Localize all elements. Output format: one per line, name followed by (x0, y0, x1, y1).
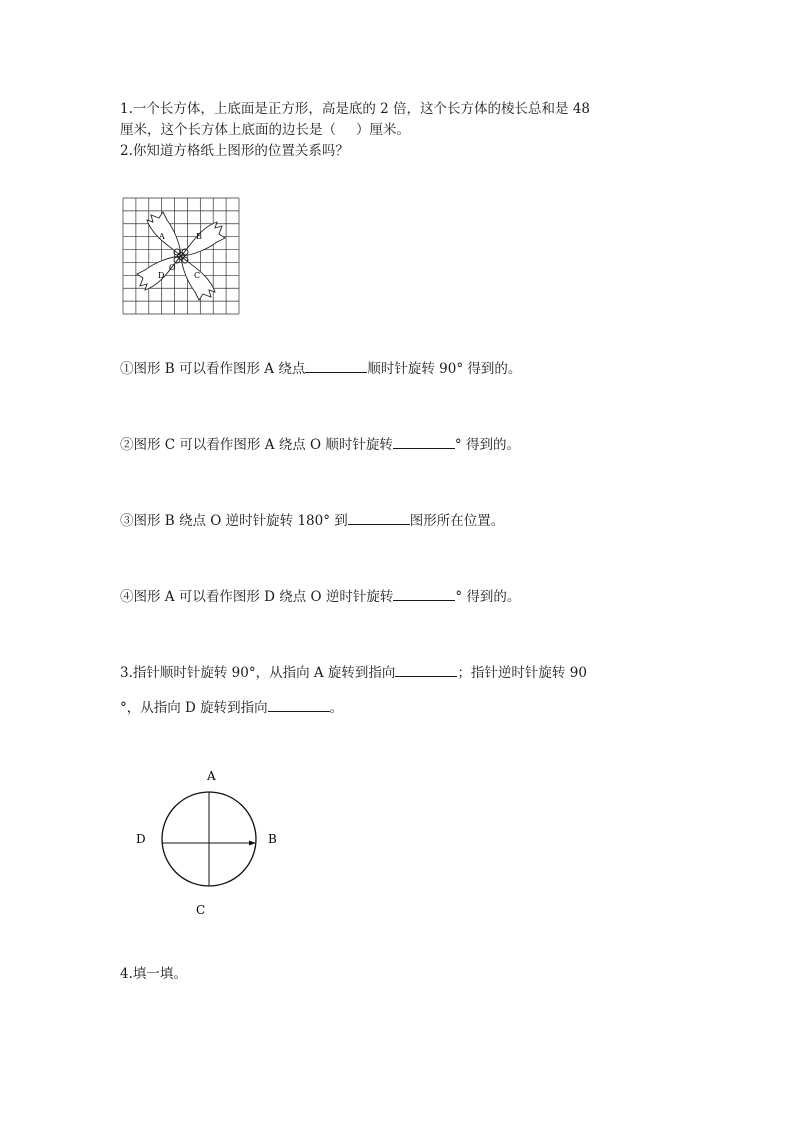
petal-label-c: C (194, 271, 201, 280)
petal-label-d: D (158, 271, 165, 280)
dial-label-left: D (136, 832, 146, 846)
q2-title: 2.你知道方格纸上图形的位置关系吗？ (120, 143, 349, 159)
q2-blank-3[interactable] (348, 510, 410, 525)
q2-statement-1: ①图形 B 可以看作图形 A 绕点 顺时针旋转 90° 得到的。 (120, 358, 521, 379)
center-label-o: O (169, 263, 176, 272)
q2-statement-4: ④图形 A 可以看作图形 D 绕点 O 逆时针旋转 ° 得到的。 (120, 586, 520, 607)
dial-pointer-arrowhead (249, 841, 256, 846)
q3-blank-1[interactable] (395, 662, 457, 677)
q4-title: 4.填一填。 (120, 966, 187, 982)
q2-statement-2: ②图形 C 可以看作图形 A 绕点 O 顺时针旋转 ° 得到的。 (120, 434, 520, 455)
q2-blank-2[interactable] (393, 434, 455, 449)
q2-blank-1[interactable] (305, 358, 367, 373)
q3-blank-2[interactable] (268, 697, 330, 712)
q3-line-1: 3.指针顺时针旋转 90°，从指向 A 旋转到指向 ；指针逆时针旋转 90 (120, 662, 587, 683)
dial-label-right: B (268, 832, 277, 846)
petal-label-a: A (159, 232, 165, 241)
grid-flower-figure (123, 198, 239, 314)
dial-label-bottom: C (196, 903, 206, 917)
q2-blank-4[interactable] (393, 586, 455, 601)
petal-label-b: B (196, 232, 202, 241)
dial-label-top: A (207, 769, 216, 783)
q1-line-2: 厘米，这个长方体上底面的边长是（ ）厘米。 (120, 122, 410, 138)
q3-line-2: °，从指向 D 旋转到指向 。 (120, 697, 343, 718)
q1-line-1: 1.一个长方体，上底面是正方形，高是底的 2 倍，这个长方体的棱长总和是 48 (120, 101, 591, 117)
q2-statement-3: ③图形 B 绕点 O 逆时针旋转 180° 到 图形所在位置。 (120, 510, 504, 531)
dial-figure (130, 765, 290, 925)
flower-petals (137, 212, 225, 300)
